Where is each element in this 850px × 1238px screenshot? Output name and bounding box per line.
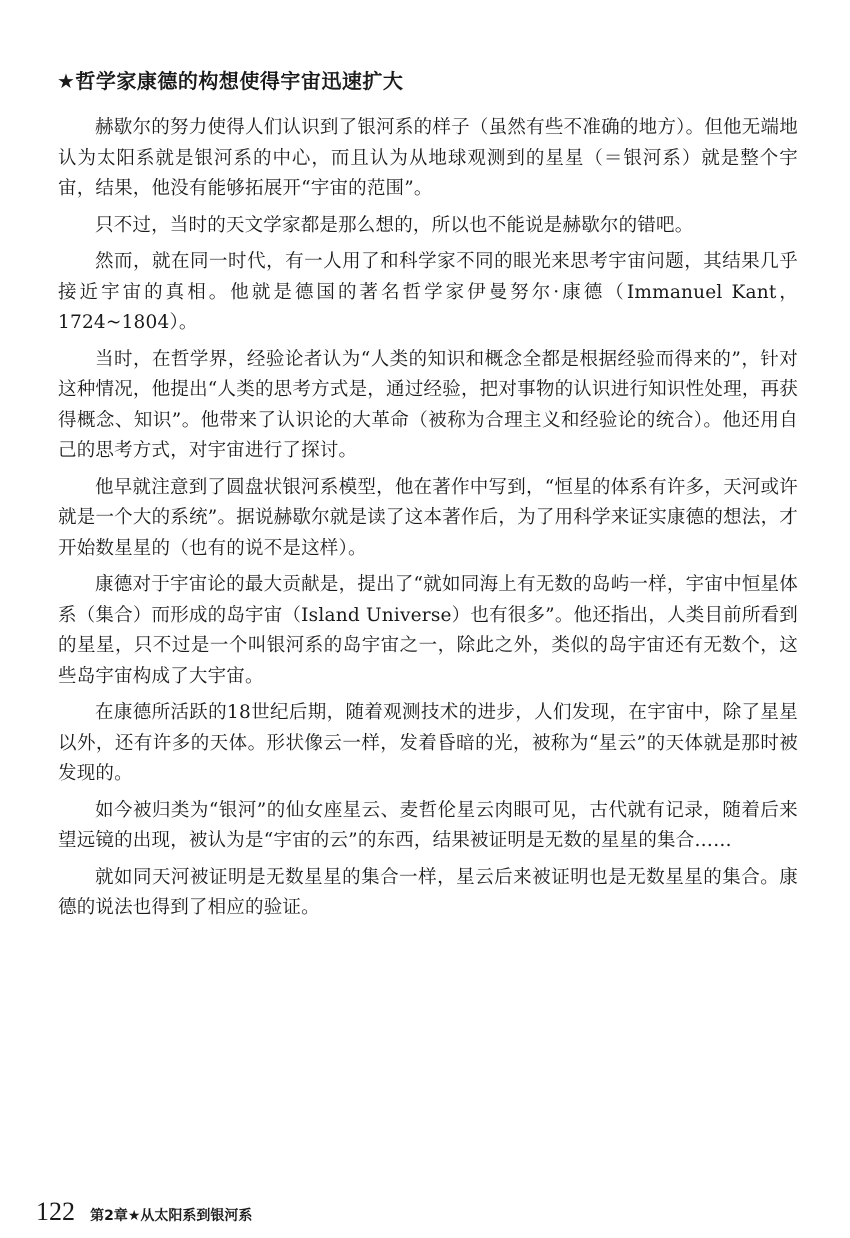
paragraph-8: 如今被归类为“银河”的仙女座星云、麦哲伦星云肉眼可见，古代就有记录，随着后来望远镜的出现，被认为是“宇宙的云”的东西，结果被证明是无数的星星的集合…… [58, 799, 798, 851]
page-number: 122 [36, 1197, 75, 1226]
body-text [58, 113, 798, 930]
paragraph-5: 他早就注意到了圆盘状银河系模型，他在著作中写到，“恒星的体系有许多，天河或许就是一个大的系统”。据说赫歇尔就是读了这本著作后，为了用科学来证实康德的想法，才开始数星星的（也有的说不是这样）。 [58, 476, 798, 559]
paragraph-2: 只不过，当时的天文学家都是那么想的，所以也不能说是赫歇尔的错吧。 [95, 214, 694, 236]
section-title: ★哲学家康德的构想使得宇宙迅速扩大 [57, 69, 404, 93]
paragraph-7: 在康德所活跃的18世纪后期，随着观测技术的进步，人们发现，在宇宙中，除了星星以外，还有许多的天体。形状像云一样，发着昏暗的光，被称为“星云”的天体就是那时被发现的。 [58, 702, 798, 784]
paragraph-1: 赫歇尔的努力使得人们认识到了银河系的样子（虽然有些不准确的地方）。但他无端地认为太阳系就是银河系的中心，而且认为从地球观测到的星星（＝银河系）就是整个宇宙，结果，他没有能够拓展开“宇宙的范围”。 [58, 117, 798, 199]
paragraph-9: 就如同天河被证明是无数星星的集合一样，星云后来被证明也是无数星星的集合。康德的说法也得到了相应的验证。 [58, 866, 798, 918]
paragraph-6: 康德对于宇宙论的最大贡献是，提出了“就如同海上有无数的岛屿一样，宇宙中恒星体系（集合）而形成的岛宇宙（Island Universe）也有很多”。他还指出，人类目前所看到的星星，只不过是一个叫银河系的岛宇宙之一，除此之外，类似的岛宇宙还有无数个，这些岛宇宙构成了大宇宙。 [58, 574, 798, 687]
page-footer [36, 1197, 252, 1227]
chapter-title: 第2章★从太阳系到银河系 [90, 1208, 253, 1224]
paragraph-4: 当时，在哲学界，经验论者认为“人类的知识和概念全都是根据经验而得来的”，针对这种情况，他提出“人类的思考方式是，通过经验，把对事物的认识进行知识性处理，再获得概念、知识”。他带来了认识论的大革命（被称为合理主义和经验论的统合）。他还用自己的思考方式，对宇宙进行了探讨。 [58, 348, 798, 461]
paragraph-3: 然而，就在同一时代，有一人用了和科学家不同的眼光来思考宇宙问题，其结果几乎接近宇宙的真相。他就是德国的著名哲学家伊曼努尔·康德（Immanuel Kant，1724~1804）。 [58, 251, 798, 333]
